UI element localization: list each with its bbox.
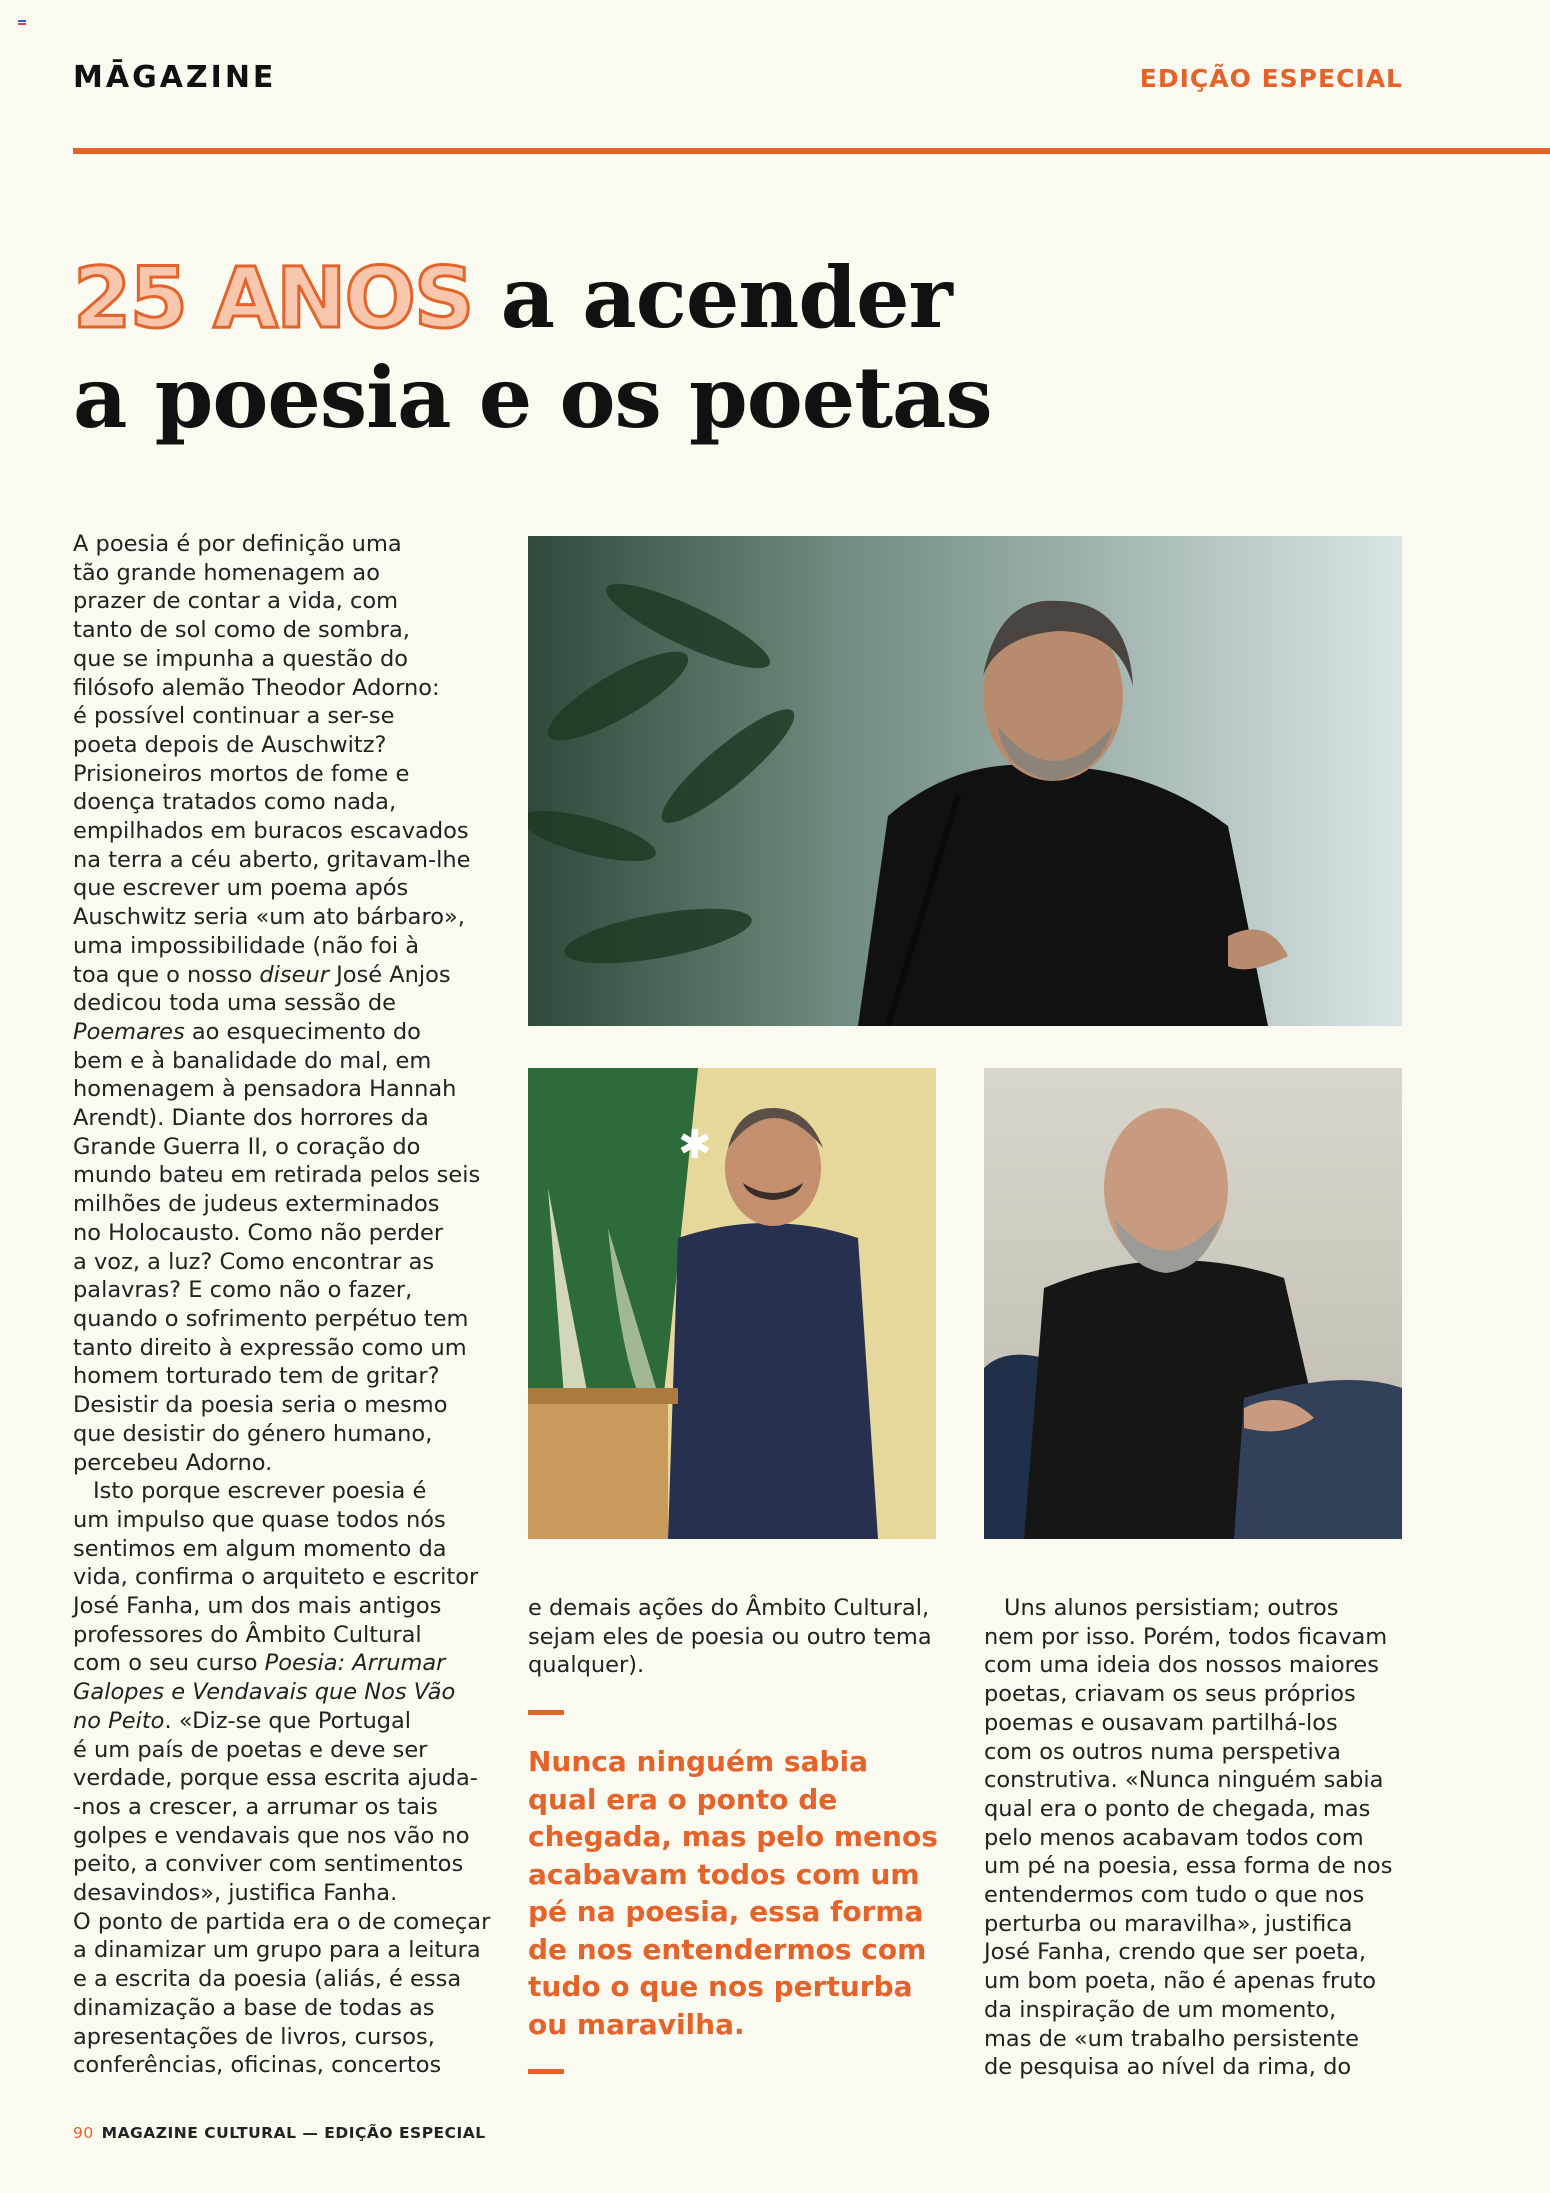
- article-paragraph: O ponto de partida era o de começar a dinamizar um grupo para a leitura e a escrita da poesia (aliás, é essa dinamização a base de todas as apresentações de livros, cursos, conferências, oficinas, concertos: [73, 1908, 491, 2079]
- article-column-3: [984, 1594, 1414, 2082]
- photo-speaker-podium: [528, 1068, 936, 1539]
- quote-top-dash: [528, 1710, 564, 1715]
- pull-quote: [528, 1710, 958, 2074]
- article-column-2: [528, 1594, 958, 1680]
- section-label: EDIÇÃO ESPECIAL: [1139, 64, 1403, 93]
- article-paragraph: Isto porque escrever poesia é um impulso que quase todos nós sentimos em algum momento da vida, confirma o arquiteto e escritor José Fanha, um dos mais antigos professores do Âmbito Cultural com o seu curso Poesia: Arrumar Galopes e Vendavais que Nos Vão no Peito. «Diz-se que Portugal é um país de poetas e deve ser verdade, porque essa escrita ajuda- -nos a crescer, a arrumar os tais golpes e vendavais que nos vão no peito, a conviver com sentimentos desavindos», justifica Fanha.: [73, 1478, 479, 1907]
- photo-seated-man: [984, 1068, 1402, 1539]
- article-headline: [73, 248, 992, 448]
- page-footer: [73, 2124, 486, 2142]
- article-paragraph: Uns alunos persistiam; outros nem por isso. Porém, todos ficavam com uma ideia dos nossos maiores poetas, criavam os seus próprios poemas e ousavam partilhá-los com os outros numa perspetiva construtiva. «Nunca ninguém sabia qual era o ponto de chegada, mas pelo menos acabavam todos com um pé na poesia, essa forma de nos entendermos com tudo o que nos perturba ou maravilha», justifica José Fanha, crendo que ser poeta, um bom poeta, não é apenas fruto da inspiração de um momento, mas de «um trabalho persistente de pesquisa ao nível da rima, do: [984, 1595, 1393, 2081]
- corner-mark-icon: [18, 20, 26, 26]
- pull-quote-text: Nunca ninguém sabia qual era o ponto de chegada, mas pelo menos acabavam todos com um pé na poesia, essa forma de nos entendermos com tudo o que nos perturba ou maravilha.: [528, 1745, 938, 2041]
- quote-bottom-dash: [528, 2069, 564, 2074]
- headline-line1: a acender: [472, 248, 952, 347]
- headline-highlight: 25 ANOS: [73, 249, 473, 347]
- page-number: 90: [73, 2124, 94, 2142]
- article-paragraph: e demais ações do Âmbito Cultural, sejam eles de poesia ou outro tema qualquer).: [528, 1595, 932, 1679]
- article-column-1: [73, 530, 503, 2080]
- photo-speaker-microphone: [528, 536, 1402, 1026]
- magazine-brand: MĀGAZINE: [73, 60, 277, 95]
- header-divider: [73, 148, 1550, 154]
- footer-label: MAGAZINE CULTURAL — EDIÇÃO ESPECIAL: [101, 2124, 486, 2142]
- svg-text:✱: ✱: [678, 1122, 712, 1168]
- article-paragraph: A poesia é por definição uma tão grande homenagem ao prazer de contar a vida, com tanto de sol como de sombra, que se impunha a questão do filósofo alemão Theodor Adorno: é possível continuar a ser-se poeta depois de Auschwitz? Prisioneiros mortos de fome e doença tratados como nada, empilhados em buracos escavados na terra a céu aberto, gritavam-lhe que escrever um poema após Auschwitz seria «um ato bárbaro», uma impossibilidade (não foi à toa que o nosso diseur José Anjos dedicou toda uma sessão de Poemares ao esquecimento do bem e à banalidade do mal, em homenagem à pensadora Hannah Arendt). Diante dos horrores da Grande Guerra II, o coração do mundo bateu em retirada pelos seis milhões de judeus exterminados no Holocausto. Como não perder a voz, a luz? Como encontrar as palavras? E como não o fazer, quando o sofrimento perpétuo tem tanto direito à expressão como um homem torturado tem de gritar? Desistir da poesia seria o mesmo que desistir do género humano, percebeu Adorno.: [73, 531, 481, 1476]
- headline-line2: a poesia e os poetas: [73, 348, 992, 447]
